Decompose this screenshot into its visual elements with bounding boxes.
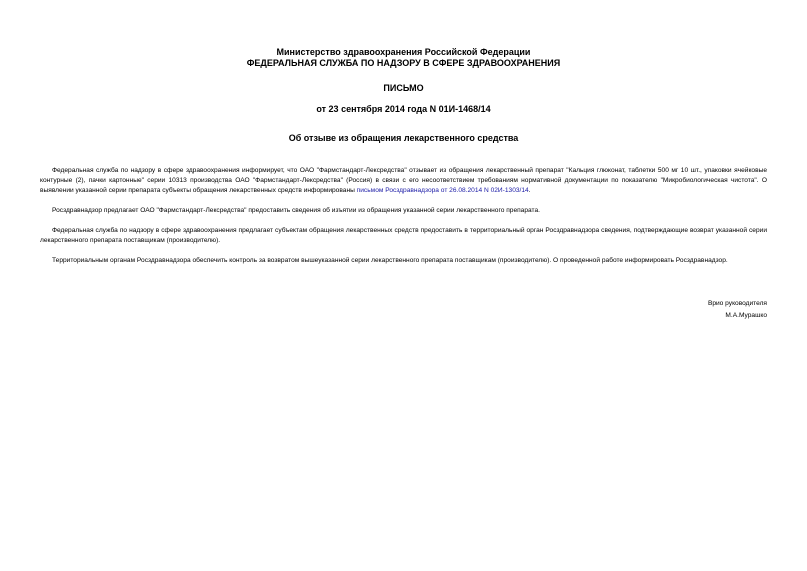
paragraph-1 (40, 166, 767, 196)
signatory-name: М.А.Мурашко (725, 312, 767, 319)
document-date-number: от 23 сентября 2014 года N 01И-1468/14 (316, 104, 491, 114)
paragraph-3: Федеральная служба по надзору в сфере здравоохранения предлагает субъектам обращения лекарственных средств предоставить в территориальный орган Росздравнадзора сведения, подтверждающие возврат указанной серии лекарственного препарата поставщикам (производителю). (40, 227, 767, 244)
reference-letter-link[interactable]: письмом Росздравнадзора от 26.08.2014 N 02И-1303/14 (356, 187, 529, 194)
signatory-position: Врио руководителя (707, 300, 767, 307)
document-subject: Об отзыве из обращения лекарственного средства (288, 133, 519, 143)
signature-block (708, 298, 767, 322)
document-page (40, 0, 767, 266)
paragraph-1-text: Федеральная служба по надзору в сфере здравоохранения информирует, что ОАО "Фармстандарт-Лексредства" отзывает из обращения лекарственный препарат "Кальция глюконат, таблетки 500 мг 10 шт., упаковки ячейковые контурные (2), пачки картонные" серии 10313 производства ОАО "Фармстандарт-Лексредства" (Россия) в связи с его несоответствием требованиям нормативной документации по показателю "Микробиологическая чистота". О выявлении указанной серии препарата субъекты обращения лекарственных средств информированы (40, 167, 767, 194)
ministry-name: Министерство здравоохранения Российской Федерации (276, 47, 531, 57)
document-type: ПИСЬМО (383, 83, 424, 93)
paragraph-2: Росздравнадзор предлагает ОАО "Фармстандарт-Лексредства" предоставить сведения об изъятии из обращения указанной серии лекарственного препарата. (52, 207, 540, 214)
service-name: ФЕДЕРАЛЬНАЯ СЛУЖБА ПО НАДЗОРУ В СФЕРЕ ЗДРАВООХРАНЕНИЯ (246, 58, 561, 68)
paragraph-1-end: . (528, 187, 531, 194)
paragraph-4: Территориальным органам Росздравнадзора обеспечить контроль за возвратом вышеуказанной серии лекарственного препарата поставщикам (производителю). О проведенной работе информировать Росздравнадзор. (52, 257, 728, 264)
